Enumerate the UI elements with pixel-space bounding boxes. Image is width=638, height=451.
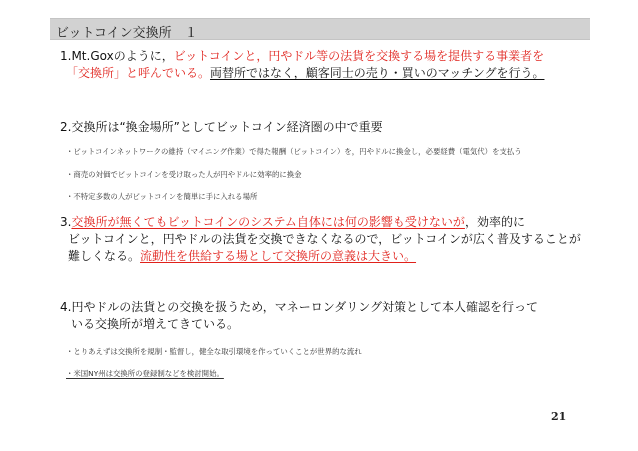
section-2 — [60, 119, 383, 136]
section-1-line-2 — [60, 65, 544, 82]
section-2-bullet: ・不特定多数の人がビットコインを簡単に手に入れる場所 — [66, 192, 258, 201]
section-1-text-black: 1.Mt.Goxのように， — [60, 49, 174, 63]
title-bar — [50, 18, 590, 40]
section-2-bullet: ・ビットコインネットワークの維持（マイニング作業）で得た報酬（ビットコイン）を，円やドルに換金し，必要経費（電気代）を支払う — [66, 147, 522, 156]
section-3-number: 3. — [60, 215, 72, 229]
section-2-bullet: ・商売の対価でビットコインを受け取った人が円やドルに効率的に換金 — [66, 170, 302, 179]
section-1-text-red-2: 「交換所」と呼んでいる。 — [66, 66, 211, 80]
section-3-line-3 — [60, 248, 581, 265]
page-number: 21 — [551, 410, 567, 423]
section-4-bullet: ・とりあえずは交換所を規制・監督し，健全な取引環境を作っていくことが世界的な流れ — [66, 347, 362, 356]
section-1-text-red: ビットコインと，円やドル等の法貨を交換する場を提供する事業者を — [173, 49, 545, 63]
section-3 — [60, 214, 581, 265]
section-3-text-red-underlined: 交換所が無くてもビットコインのシステム自体には何の影響も受けないが — [71, 215, 465, 229]
section-4-bullet-underlined: ・米国NY州は交換所の登録制などを検討開始。 — [66, 369, 224, 378]
section-3-text-black-3: 難しくなる。 — [68, 249, 141, 263]
section-1-line-1 — [60, 48, 544, 65]
section-3-line-1 — [60, 214, 581, 231]
section-4-line-1: 4.円やドルの法貨との交換を扱うため，マネーロンダリング対策として本人確認を行って — [60, 300, 539, 314]
section-3-text-black: ，効率的に — [464, 215, 525, 229]
section-4-line-2: いる交換所が増えてきている。 — [71, 317, 240, 331]
section-4 — [60, 299, 538, 333]
section-1 — [60, 48, 544, 82]
slide-title: ビットコイン交換所 １ — [56, 26, 198, 41]
section-2-heading: 2.交換所は“換金場所”としてビットコイン経済圏の中で重要 — [60, 120, 383, 134]
section-1-text-underlined: 両替所ではなく，顧客同士の売り・買いのマッチングを行う。 — [210, 66, 545, 80]
section-3-text-red-underlined-2: 流動性を供給する場として交換所の意義は大きい。 — [140, 249, 417, 263]
section-3-line-2: ビットコインと，円やドルの法貨を交換できなくなるので，ビットコインが広く普及することが — [68, 232, 581, 246]
